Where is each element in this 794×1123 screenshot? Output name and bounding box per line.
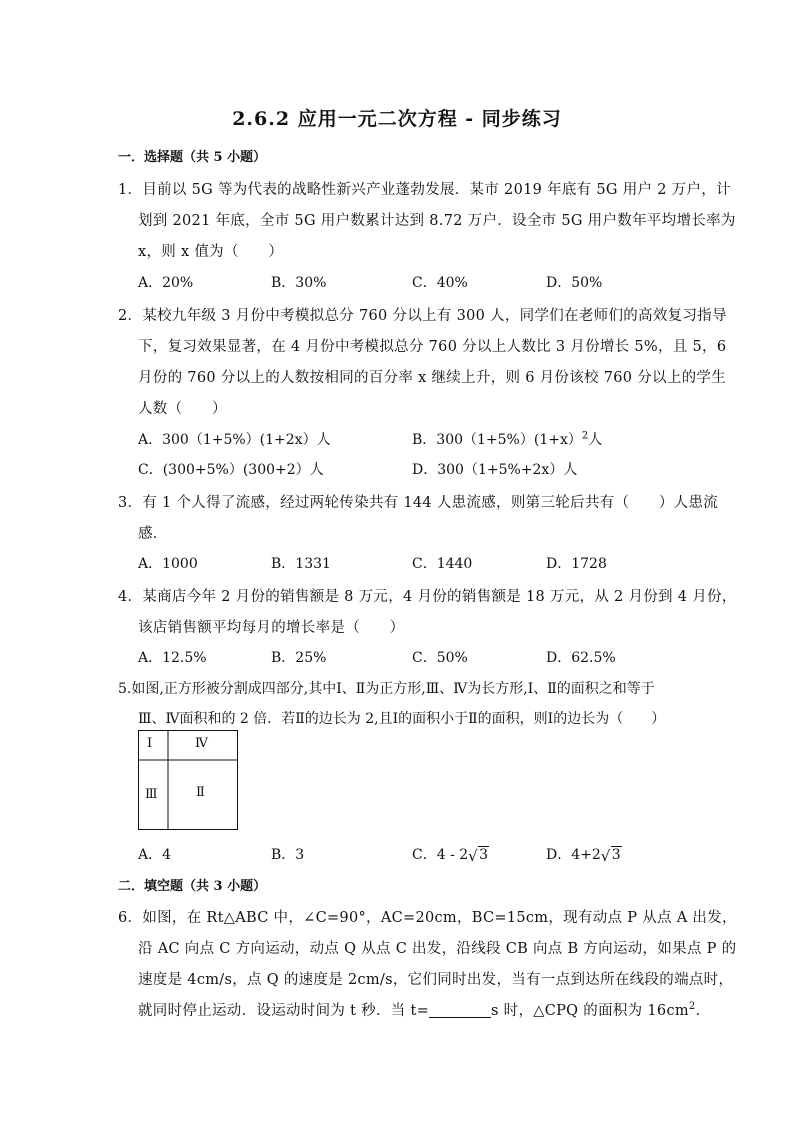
q6-line-3: 速度是 4cm/s，点 Q 的速度是 2cm/s，它们同时出发，当有一点到达所在线段的端点时， — [138, 972, 734, 988]
q1-line-3: x，则 x 值为（ ） — [138, 244, 284, 260]
square-partition-diagram — [138, 730, 238, 830]
q4-line-1: 4．某商店今年 2 月份的销售额是 8 万元，4 月份的销售额是 18 万元，从 2 月份到 4 月份， — [118, 589, 737, 605]
q4-option-b: B．25% — [271, 650, 327, 666]
outer-square — [139, 731, 238, 830]
q6-area-exponent: 2 — [688, 1001, 696, 1013]
q2-option-b — [412, 429, 602, 449]
q1-option-d: D．50% — [546, 275, 603, 291]
q1-line-2: 划到 2021 年底，全市 5G 用户数累计达到 8.72 万户．设全市 5G 用户数年平均增长率为 — [138, 213, 736, 229]
q2-line-2: 下，复习效果显著，在 4 月份中考模拟总分 760 分以上人数比 3 月份增长 5%，且 5，6 — [138, 339, 727, 355]
q1-option-c: C．40% — [412, 275, 468, 291]
q4-line-2: 该店销售额平均每月的增长率是（ ） — [138, 620, 405, 636]
q3-option-a: A．1000 — [138, 556, 198, 572]
q6-line-4-tail: s 时，△CPQ 的面积为 16cm — [491, 1003, 689, 1019]
q5-option-c-radicand: 3 — [479, 847, 489, 863]
region-label-i: Ⅰ — [147, 736, 153, 751]
q2-line-3: 月份的 760 分以上的人数按相同的百分率 x 继续上升，则 6 月份该校 760 分以上的学生 — [138, 370, 727, 386]
answer-blank[interactable] — [429, 1003, 491, 1018]
region-label-iii: Ⅲ — [145, 787, 158, 802]
q2-line-1: 2．某校九年级 3 月份中考模拟总分 760 分以上有 300 人，同学们在老师们的高效复习指导 — [118, 308, 727, 324]
section-heading-choice: 一．选择题（共 5 小题） — [118, 150, 267, 165]
q3-line-2: 感． — [138, 526, 168, 542]
q5-option-d-text: D．4+2 — [546, 847, 601, 863]
sqrt-sign: √ 3 — [468, 847, 489, 865]
q6-line-4-end: ． — [695, 1003, 711, 1019]
q3-line-1: 3．有 1 个人得了流感，经过两轮传染共有 144 人患流感，则第三轮后共有（ ）人患流 — [118, 495, 719, 511]
q1-option-b: B．30% — [271, 275, 327, 291]
q4-option-c: C．50% — [412, 650, 468, 666]
q2-option-c: C．(300+5%）(300+2）人 — [138, 462, 324, 478]
q5-line-2: Ⅲ、Ⅳ面积和的 2 倍．若Ⅱ的边长为 2,且Ⅰ的面积小于Ⅱ的面积，则Ⅰ的边长为（ ） — [138, 711, 666, 727]
q2-option-b-text: B．300（1+5%）(1+x） — [412, 432, 582, 448]
q6-line-2: 沿 AC 向点 C 方向运动，动点 Q 从点 C 出发，沿线段 CB 向点 B 方向运动，如果点 P 的 — [138, 941, 737, 957]
q5-option-c — [412, 844, 489, 864]
q6-line-1: 6．如图，在 Rt△ABC 中，∠C=90°，AC=20cm，BC=15cm，现有动点 P 从点 A 出发， — [118, 910, 737, 926]
q4-option-d: D．62.5% — [546, 650, 616, 666]
q5-option-a: A．4 — [138, 847, 172, 863]
q5-option-c-text: C．4 - 2 — [412, 847, 469, 863]
q3-option-c: C．1440 — [412, 556, 473, 572]
q6-line-4 — [138, 999, 710, 1020]
sqrt-sign: √ 3 — [600, 847, 621, 865]
region-label-iv: Ⅳ — [195, 736, 208, 751]
page-title: 2.6.2 应用一元二次方程 - 同步练习 — [232, 108, 562, 130]
q5-option-d — [546, 844, 622, 864]
q5-line-1: 5.如图,正方形被分割成四部分,其中Ⅰ、Ⅱ为正方形,Ⅲ、Ⅳ为长方形,Ⅰ、Ⅱ的面积之和等于 — [118, 681, 655, 697]
q2-option-d: D．300（1+5%+2x）人 — [412, 462, 578, 478]
q4-option-a: A．12.5% — [138, 650, 207, 666]
q2-option-b-unit: 人 — [588, 432, 603, 448]
section-heading-fill: 二．填空题（共 3 小题） — [118, 879, 267, 894]
q2-option-a: A．300（1+5%）(1+2x）人 — [138, 432, 331, 448]
q1-line-1: 1．目前以 5G 等为代表的战略性新兴产业蓬勃发展．某市 2019 年底有 5G 用户 2 万户，计 — [118, 182, 731, 198]
q3-option-b: B．1331 — [271, 556, 331, 572]
region-label-ii: Ⅱ — [196, 785, 205, 800]
q5-option-d-radicand: 3 — [611, 847, 621, 863]
q5-option-b: B．3 — [271, 847, 305, 863]
q3-option-d: D．1728 — [546, 556, 607, 572]
q2-option-b-exponent: 2 — [581, 430, 589, 442]
square-partition-figure — [138, 730, 238, 830]
q2-line-4: 人数（ ） — [138, 401, 227, 417]
q1-option-a: A．20% — [138, 275, 194, 291]
q6-line-4-text: 就同时停止运动．设运动时间为 t 秒．当 t= — [138, 1003, 430, 1019]
